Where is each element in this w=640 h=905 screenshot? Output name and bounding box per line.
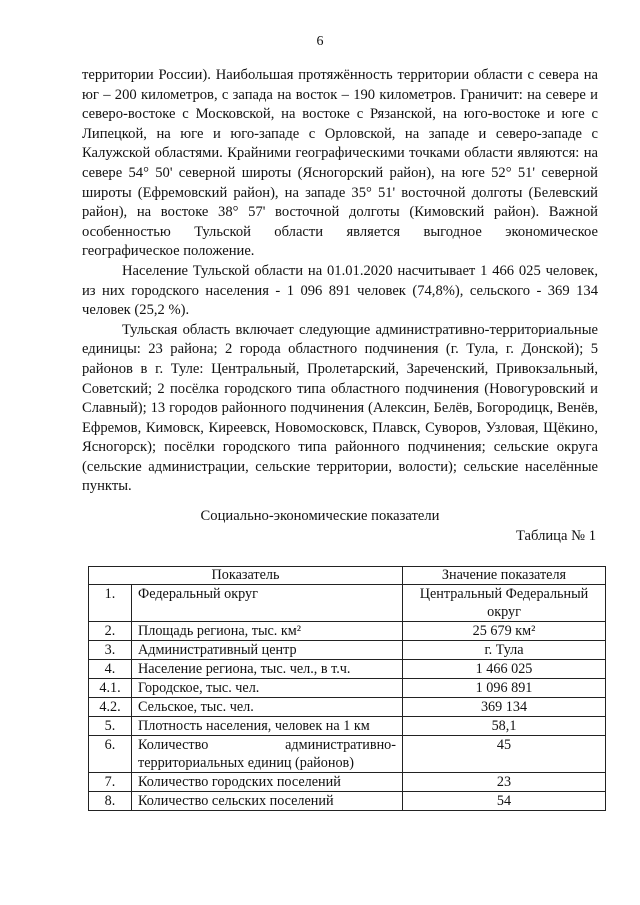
row-number: 4.1. bbox=[89, 679, 132, 698]
row-indicator: Количество сельских поселений bbox=[132, 792, 403, 811]
row-indicator: Количество городских поселений bbox=[132, 773, 403, 792]
row-number: 4.2. bbox=[89, 698, 132, 717]
row-number: 1. bbox=[89, 585, 132, 622]
table-row bbox=[89, 641, 606, 660]
row-indicator: Население региона, тыс. чел., в т.ч. bbox=[132, 660, 403, 679]
row-indicator: Федеральный округ bbox=[132, 585, 403, 622]
paragraph-population: Население Тульской области на 01.01.2020 насчитывает 1 466 025 человек, из них городского населения - 1 096 891 человек (74,8%), сельского - 369 134 человек (25,2 %). bbox=[82, 262, 598, 319]
indicators-table bbox=[88, 566, 606, 811]
row-value: 23 bbox=[403, 773, 606, 792]
row-value: 1 466 025 bbox=[403, 660, 606, 679]
row-number: 2. bbox=[89, 622, 132, 641]
row-value: 45 bbox=[403, 736, 606, 773]
row-indicator: Городское, тыс. чел. bbox=[132, 679, 403, 698]
row-number: 3. bbox=[89, 641, 132, 660]
table-row bbox=[89, 660, 606, 679]
row-number: 5. bbox=[89, 717, 132, 736]
section-title: Социально-экономические показатели bbox=[200, 508, 440, 524]
table-row bbox=[89, 717, 606, 736]
row-indicator: Количество административно-территориальных единиц (районов) bbox=[132, 736, 403, 773]
table-row bbox=[89, 585, 606, 622]
row-value: 25 679 км² bbox=[403, 622, 606, 641]
row-number: 8. bbox=[89, 792, 132, 811]
table-header-row bbox=[89, 567, 606, 585]
page-number: 6 bbox=[316, 34, 324, 49]
row-value: Центральный Федеральный округ bbox=[403, 585, 606, 622]
row-value: г. Тула bbox=[403, 641, 606, 660]
header-value: Значение показателя bbox=[403, 567, 606, 585]
table-row bbox=[89, 679, 606, 698]
row-number: 4. bbox=[89, 660, 132, 679]
table-row bbox=[89, 736, 606, 773]
paragraph-borders: территории России). Наибольшая протяжённость территории области с севера на юг – 200 километров, с запада на восток – 190 километров. Граничит: на севере и северо-востоке с Московской, на востоке с Рязанской, на юго-востоке и юге с Липецкой, на юге и юго-западе с Орловской, на западе и северо-западе с Калужской областями. Крайними географическими точками области являются: на севере 54° 50' северной широты (Ясногорский район), на юге 52° 51' северной широты (Ефремовский район), на западе 35° 51' восточной долготы (Белевский район), на востоке 38° 57' восточной долготы (Кимовский район). Важной особенностью Тульской области является выгодное экономическое географическое положение. bbox=[82, 67, 598, 260]
body-text bbox=[82, 66, 598, 497]
table-row bbox=[89, 773, 606, 792]
row-number: 7. bbox=[89, 773, 132, 792]
table-row bbox=[89, 622, 606, 641]
paragraph-admin-units: Тульская область включает следующие административно-территориальные единицы: 23 района; 2 города областного подчинения (г. Тула, г. Донской); 5 районов в г. Туле: Центральный, Пролетарский, Зареченский, Привокзальный, Советский; 2 посёлка городского типа областного подчинения (Новогуровский и Славный); 13 городов районного подчинения (Алексин, Белёв, Богородицк, Венёв, Ефремов, Кимовск, Киреевск, Новомосковск, Плавск, Суворов, Узловая, Щёкино, Ясногорск); посёлки городского типа районного подчинения; сельские округа (сельские администрации, сельские территории, волости); сельские населённые пункты. bbox=[82, 321, 598, 495]
row-indicator: Плотность населения, человек на 1 км bbox=[132, 717, 403, 736]
row-indicator: Административный центр bbox=[132, 641, 403, 660]
row-value: 1 096 891 bbox=[403, 679, 606, 698]
row-indicator: Площадь региона, тыс. км² bbox=[132, 622, 403, 641]
row-value: 58,1 bbox=[403, 717, 606, 736]
table-row bbox=[89, 792, 606, 811]
row-number: 6. bbox=[89, 736, 132, 773]
table-row bbox=[89, 698, 606, 717]
row-value: 54 bbox=[403, 792, 606, 811]
row-indicator: Сельское, тыс. чел. bbox=[132, 698, 403, 717]
table-label: Таблица № 1 bbox=[516, 528, 596, 544]
header-indicator: Показатель bbox=[89, 567, 403, 585]
row-value: 369 134 bbox=[403, 698, 606, 717]
